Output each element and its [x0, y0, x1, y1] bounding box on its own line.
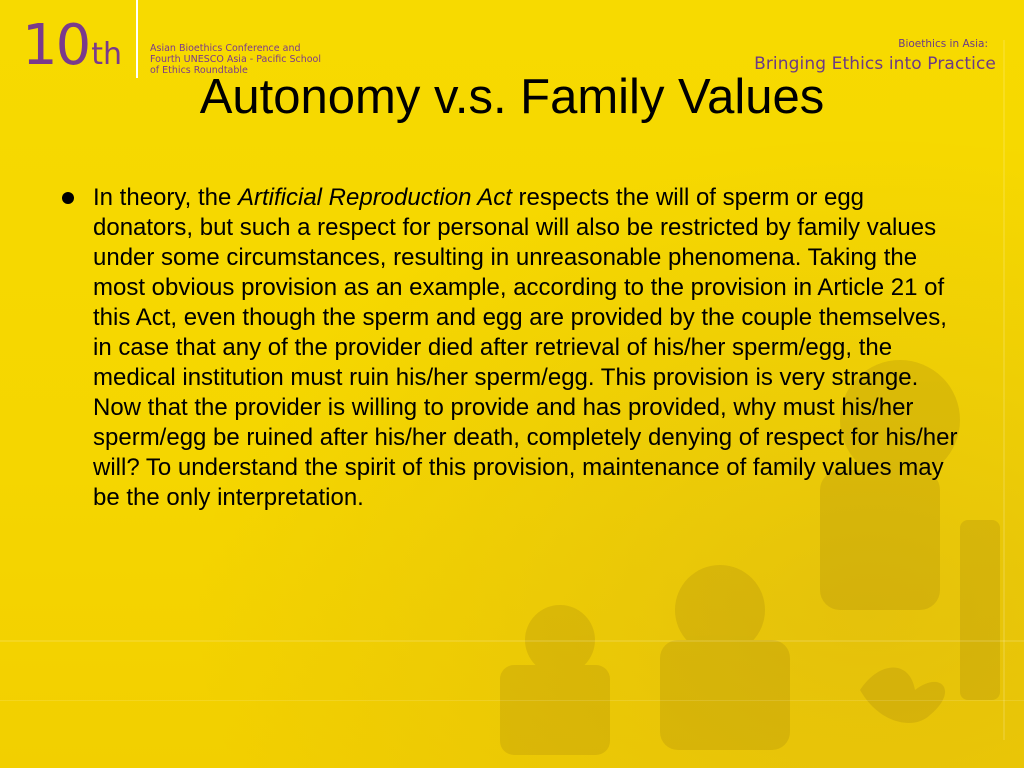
tagline-small: Bioethics in Asia: — [898, 38, 988, 50]
act-name: Artificial Reproduction Act — [237, 184, 512, 211]
bullet-list — [62, 183, 962, 513]
conference-line: Fourth UNESCO Asia - Pacific School — [150, 54, 321, 65]
bullet-text-rest: respects the will of sperm or egg donators, but such a respect for personal will also be restricted by family values under some circumstances, resulting in unreasonable phenomena. Taking the most obvious provision as an example, according to the provision in Article 21 of this Act, even though the sperm and egg are provided by the couple themselves, in case that any of the provider died after retrieval of his/her sperm/egg, the medical institution must ruin his/her sperm/egg. This provision is very strange. Now that the provider is willing to provide and has provided, why must his/her sperm/egg be ruined after his/her death, completely denying of respect for his/her will? To understand the spirit of this provision, maintenance of family values may be the only interpretation. — [93, 184, 958, 511]
tagline-big: Bringing Ethics into Practice — [754, 54, 996, 74]
conference-line: Asian Bioethics Conference and — [150, 43, 301, 54]
bullet-dot-icon — [62, 192, 74, 204]
conference-line: of Ethics Roundtable — [150, 65, 248, 76]
bullet-item — [62, 183, 962, 513]
logo-number: 10 — [22, 13, 90, 78]
slide-title: Autonomy v.s. Family Values — [199, 70, 825, 124]
bullet-text-start: In theory, the — [93, 184, 238, 211]
logo-suffix: th — [91, 37, 123, 72]
